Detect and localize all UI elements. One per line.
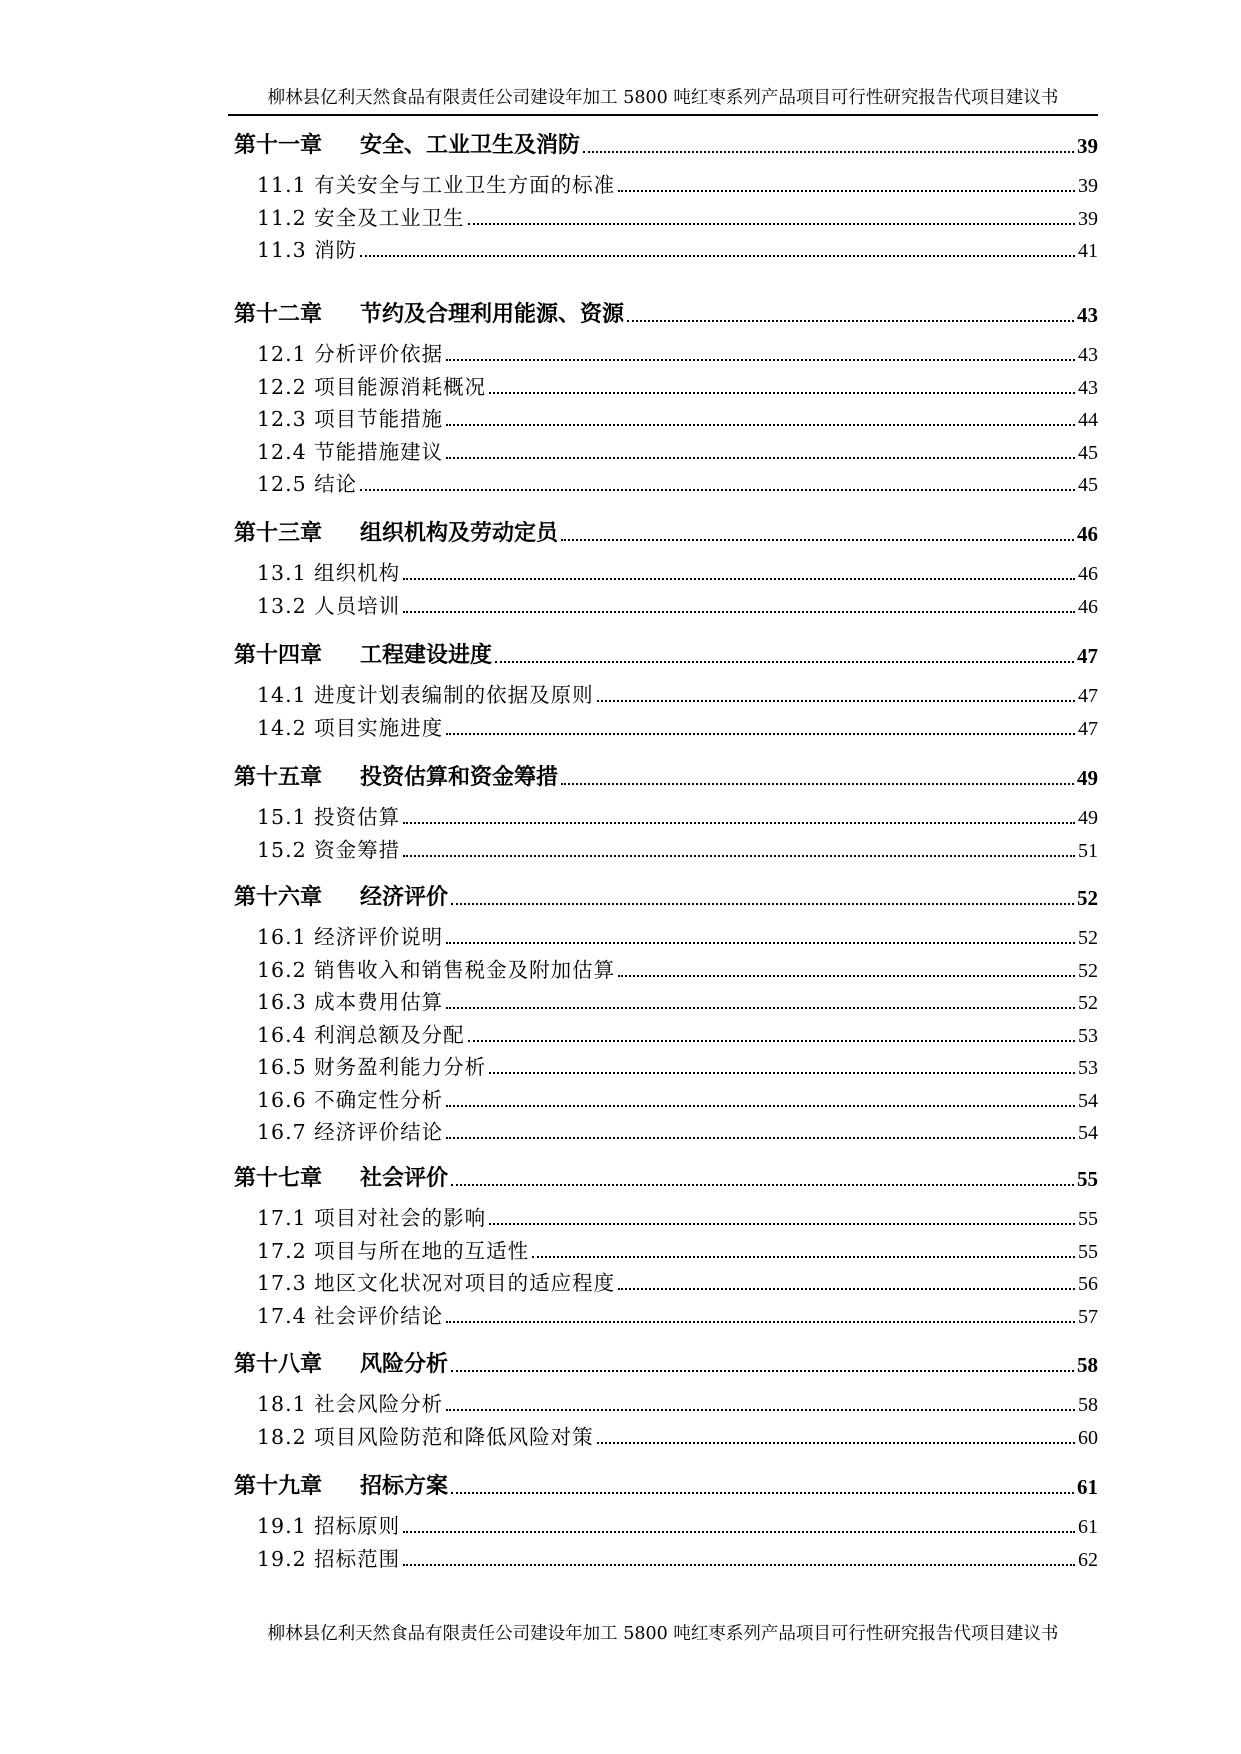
section-title: 16.5 财务盈利能力分析 bbox=[257, 1055, 487, 1079]
section-page-number: 39 bbox=[1078, 175, 1098, 197]
toc-chapter-row[interactable] bbox=[234, 129, 1098, 159]
dot-leader bbox=[451, 903, 1074, 905]
dot-leader bbox=[446, 1409, 1075, 1411]
section-title: 12.3 项目节能措施 bbox=[257, 407, 444, 431]
dot-leader bbox=[446, 1321, 1075, 1323]
dot-leader bbox=[446, 424, 1075, 426]
chapter-page-number: 52 bbox=[1077, 886, 1098, 910]
chapter-title: 风险分析 bbox=[360, 1351, 449, 1377]
toc-section-row[interactable] bbox=[234, 339, 1098, 367]
dot-leader bbox=[446, 457, 1075, 459]
section-title: 11.1 有关安全与工业卫生方面的标准 bbox=[257, 173, 616, 197]
dot-leader bbox=[446, 733, 1075, 735]
chapter-title: 投资估算和资金筹措 bbox=[360, 764, 559, 790]
dot-leader bbox=[451, 1370, 1074, 1372]
section-page-number: 49 bbox=[1078, 807, 1098, 829]
chapter-page-number: 58 bbox=[1077, 1353, 1098, 1377]
toc-section-row[interactable] bbox=[234, 680, 1098, 708]
section-title: 17.2 项目与所在地的互适性 bbox=[257, 1238, 530, 1263]
section-page-number: 47 bbox=[1078, 685, 1098, 707]
chapter-label bbox=[234, 638, 492, 669]
toc-chapter-row[interactable] bbox=[234, 517, 1098, 547]
section-page-number: 43 bbox=[1078, 344, 1098, 366]
toc-section-row[interactable] bbox=[234, 1117, 1098, 1145]
chapter-title: 组织机构及劳动定员 bbox=[360, 520, 559, 546]
section-page-number: 57 bbox=[1078, 1305, 1098, 1328]
toc-section-row[interactable] bbox=[234, 437, 1098, 465]
dot-leader bbox=[403, 822, 1075, 824]
section-title: 11.2 安全及工业卫生 bbox=[257, 205, 465, 230]
chapter-number: 第十二章 bbox=[234, 301, 323, 327]
section-title: 18.1 社会风险分析 bbox=[257, 1392, 444, 1416]
chapter-label bbox=[234, 1161, 448, 1192]
section-title: 16.7 经济评价结论 bbox=[257, 1120, 444, 1144]
section-page-number: 61 bbox=[1078, 1516, 1098, 1538]
toc-section-row[interactable] bbox=[234, 1268, 1098, 1296]
chapter-number: 第十九章 bbox=[234, 1473, 323, 1499]
section-page-number: 54 bbox=[1078, 1122, 1098, 1144]
chapter-number: 第十一章 bbox=[234, 132, 323, 158]
toc-chapter-row[interactable] bbox=[234, 1470, 1098, 1500]
chapter-page-number: 55 bbox=[1077, 1167, 1098, 1191]
dot-leader bbox=[627, 320, 1074, 322]
toc-section-row[interactable] bbox=[234, 1544, 1098, 1572]
toc-chapter-row[interactable] bbox=[234, 761, 1098, 791]
dot-leader bbox=[403, 578, 1075, 580]
chapter-page-number: 46 bbox=[1077, 522, 1098, 546]
dot-leader bbox=[618, 975, 1075, 977]
toc-section-row[interactable] bbox=[234, 802, 1098, 830]
section-title: 17.3 地区文化状况对项目的适应程度 bbox=[257, 1271, 616, 1295]
toc-section-row[interactable] bbox=[234, 203, 1098, 231]
dot-leader bbox=[618, 190, 1075, 192]
toc-section-row[interactable] bbox=[234, 469, 1098, 497]
section-title: 11.3 消防 bbox=[257, 238, 358, 262]
dot-leader bbox=[451, 1184, 1074, 1186]
dot-leader bbox=[468, 223, 1075, 225]
section-title: 15.2 资金筹措 bbox=[257, 837, 401, 862]
section-page-number: 62 bbox=[1078, 1548, 1098, 1571]
chapter-title: 招标方案 bbox=[360, 1473, 449, 1499]
chapter-title: 社会评价 bbox=[360, 1165, 449, 1191]
section-title: 17.4 社会评价结论 bbox=[257, 1303, 444, 1328]
section-title: 12.2 项目能源消耗概况 bbox=[257, 374, 487, 399]
section-title: 12.1 分析评价依据 bbox=[257, 342, 444, 366]
section-page-number: 52 bbox=[1078, 959, 1098, 982]
dot-leader bbox=[403, 855, 1075, 857]
section-title: 16.1 经济评价说明 bbox=[257, 925, 444, 949]
toc-section-row[interactable] bbox=[234, 1052, 1098, 1080]
dot-leader bbox=[597, 700, 1075, 702]
dot-leader bbox=[468, 1040, 1075, 1042]
section-title: 14.2 项目实施进度 bbox=[257, 715, 444, 740]
toc-section-row[interactable] bbox=[234, 1085, 1098, 1113]
chapter-label bbox=[234, 1469, 448, 1500]
section-page-number: 60 bbox=[1078, 1426, 1098, 1449]
dot-leader bbox=[360, 255, 1075, 257]
section-page-number: 46 bbox=[1078, 595, 1098, 618]
page-header: 柳林县亿利天然食品有限责任公司建设年加工 5800 吨红枣系列产品项目可行性研究报告代项目建议书 bbox=[228, 86, 1098, 116]
section-title: 15.1 投资估算 bbox=[257, 805, 401, 829]
section-title: 18.2 项目风险防范和降低风险对策 bbox=[257, 1424, 594, 1449]
section-title: 16.4 利润总额及分配 bbox=[257, 1022, 465, 1047]
toc-chapter-row[interactable] bbox=[234, 881, 1098, 911]
toc-chapter-row[interactable] bbox=[234, 298, 1098, 328]
section-title: 19.2 招标范围 bbox=[257, 1546, 401, 1571]
chapter-page-number: 49 bbox=[1077, 766, 1098, 790]
section-title: 12.5 结论 bbox=[257, 472, 358, 496]
dot-leader bbox=[446, 1105, 1075, 1107]
dot-leader bbox=[489, 392, 1075, 394]
chapter-title: 安全、工业卫生及消防 bbox=[360, 132, 581, 158]
section-page-number: 43 bbox=[1078, 376, 1098, 399]
section-page-number: 39 bbox=[1078, 207, 1098, 230]
section-title: 16.6 不确定性分析 bbox=[257, 1087, 444, 1112]
dot-leader bbox=[446, 1007, 1075, 1009]
toc-chapter-row[interactable] bbox=[234, 1162, 1098, 1192]
chapter-label bbox=[234, 1347, 448, 1378]
toc-chapter-row[interactable] bbox=[234, 639, 1098, 669]
dot-leader bbox=[495, 661, 1074, 663]
dot-leader bbox=[446, 1137, 1075, 1139]
dot-leader bbox=[360, 489, 1075, 491]
chapter-title: 经济评价 bbox=[360, 884, 449, 910]
chapter-label bbox=[234, 128, 580, 159]
chapter-number: 第十五章 bbox=[234, 764, 323, 790]
dot-leader bbox=[446, 942, 1075, 944]
chapter-label bbox=[234, 760, 558, 791]
section-title: 12.4 节能措施建议 bbox=[257, 439, 444, 464]
toc-chapter-row[interactable] bbox=[234, 1348, 1098, 1378]
toc-section-row[interactable] bbox=[234, 1236, 1098, 1264]
section-page-number: 41 bbox=[1078, 240, 1098, 262]
section-page-number: 51 bbox=[1078, 839, 1098, 862]
toc-section-row[interactable] bbox=[234, 372, 1098, 400]
chapter-label bbox=[234, 880, 448, 911]
toc-section-row[interactable] bbox=[234, 558, 1098, 586]
dot-leader bbox=[618, 1288, 1075, 1290]
chapter-page-number: 39 bbox=[1077, 134, 1098, 158]
section-title: 16.2 销售收入和销售税金及附加估算 bbox=[257, 957, 616, 982]
toc-section-row[interactable] bbox=[234, 404, 1098, 432]
toc-section-row[interactable] bbox=[234, 1422, 1098, 1450]
section-page-number: 52 bbox=[1078, 927, 1098, 949]
toc-section-row[interactable] bbox=[234, 1389, 1098, 1417]
toc-section-row[interactable] bbox=[234, 235, 1098, 263]
toc-section-row[interactable] bbox=[234, 713, 1098, 741]
section-page-number: 45 bbox=[1078, 441, 1098, 464]
page-footer: 柳林县亿利天然食品有限责任公司建设年加工 5800 吨红枣系列产品项目可行性研究报告代项目建议书 bbox=[267, 1624, 1059, 1644]
toc-section-row[interactable] bbox=[234, 1511, 1098, 1539]
chapter-number: 第十七章 bbox=[234, 1165, 323, 1191]
toc-section-row[interactable] bbox=[234, 1301, 1098, 1329]
section-page-number: 44 bbox=[1078, 409, 1098, 431]
section-page-number: 58 bbox=[1078, 1394, 1098, 1416]
section-page-number: 56 bbox=[1078, 1273, 1098, 1295]
toc-section-row[interactable] bbox=[234, 170, 1098, 198]
dot-leader bbox=[561, 539, 1074, 541]
dot-leader bbox=[532, 1256, 1075, 1258]
dot-leader bbox=[403, 1531, 1075, 1533]
dot-leader bbox=[597, 1442, 1075, 1444]
section-page-number: 55 bbox=[1078, 1240, 1098, 1263]
section-title: 13.1 组织机构 bbox=[257, 561, 401, 585]
section-title: 16.3 成本费用估算 bbox=[257, 990, 444, 1014]
dot-leader bbox=[489, 1072, 1075, 1074]
section-title: 17.1 项目对社会的影响 bbox=[257, 1206, 487, 1230]
chapter-title: 工程建设进度 bbox=[360, 642, 493, 668]
section-page-number: 53 bbox=[1078, 1024, 1098, 1047]
toc-section-row[interactable] bbox=[234, 1203, 1098, 1231]
chapter-title: 节约及合理利用能源、资源 bbox=[360, 301, 625, 327]
section-page-number: 54 bbox=[1078, 1089, 1098, 1112]
chapter-number: 第十六章 bbox=[234, 884, 323, 910]
toc-section-row[interactable] bbox=[234, 922, 1098, 950]
dot-leader bbox=[403, 611, 1075, 613]
section-page-number: 47 bbox=[1078, 717, 1098, 740]
section-title: 14.1 进度计划表编制的依据及原则 bbox=[257, 683, 594, 707]
toc-section-row[interactable] bbox=[234, 955, 1098, 983]
dot-leader bbox=[403, 1564, 1075, 1566]
chapter-page-number: 43 bbox=[1077, 303, 1098, 327]
section-page-number: 46 bbox=[1078, 563, 1098, 585]
chapter-page-number: 47 bbox=[1077, 644, 1098, 668]
section-title: 19.1 招标原则 bbox=[257, 1514, 401, 1538]
dot-leader bbox=[489, 1223, 1075, 1225]
dot-leader bbox=[583, 151, 1074, 153]
dot-leader bbox=[446, 359, 1075, 361]
chapter-page-number: 61 bbox=[1077, 1475, 1098, 1499]
section-page-number: 53 bbox=[1078, 1057, 1098, 1079]
toc-section-row[interactable] bbox=[234, 1020, 1098, 1048]
chapter-number: 第十四章 bbox=[234, 642, 323, 668]
chapter-number: 第十八章 bbox=[234, 1351, 323, 1377]
toc-section-row[interactable] bbox=[234, 591, 1098, 619]
dot-leader bbox=[561, 783, 1074, 785]
section-title: 13.2 人员培训 bbox=[257, 593, 401, 618]
section-page-number: 55 bbox=[1078, 1208, 1098, 1230]
toc-section-row[interactable] bbox=[234, 835, 1098, 863]
chapter-number: 第十三章 bbox=[234, 520, 323, 546]
chapter-label bbox=[234, 516, 558, 547]
section-page-number: 45 bbox=[1078, 474, 1098, 496]
toc-section-row[interactable] bbox=[234, 987, 1098, 1015]
dot-leader bbox=[451, 1492, 1074, 1494]
section-page-number: 52 bbox=[1078, 992, 1098, 1014]
chapter-label bbox=[234, 297, 624, 328]
